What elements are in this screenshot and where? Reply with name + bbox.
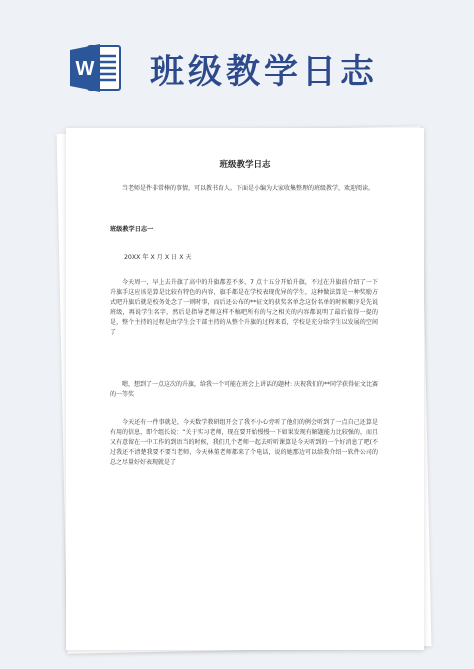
- banner: [0, 0, 474, 120]
- section-heading: 班级教学日志一: [110, 226, 154, 233]
- body-paragraph-1: 今天周一，早上去升旗了高中的升旗都差不多，7 点十五分开始升旗，不过在升旗前介绍了一下升旗手这应该是算是比较有特色的内容，旗手都是在学校表现优异的学生，这种做法算是一种奖励方式吧升旗后就是校务处念了一则时事，而后还公布的**征文的获奖名单念这份名单的时候顺序是先说班级，再说学生名字，然后是指导老师这样不稿吧所有的与之相关的内容都说明了最后值得一提的是，整个主持的过程是由学生会干部主持的从整个升旗的过程来看，学校是充分给学生以发展的空间了: [110, 279, 378, 336]
- logo-letter: W: [75, 58, 95, 80]
- intro-paragraph: 当老师是件非常棒的事情，可以教书育人。下面是小编为大家收集整理的班级教学，欢迎阅读。: [122, 185, 375, 192]
- document-page: [66, 128, 424, 650]
- word-document-icon: [68, 40, 122, 96]
- document-title: 班级教学日志: [219, 160, 271, 170]
- date-line: 20XX 年 X 月 X 日 X 天: [124, 254, 192, 261]
- body-paragraph-3: 今天还有一件事就是，今天数学教研组开会了我不小心旁听了他们的例会听到了一点自己还算是有用的信息，即个组长说：“关于实习老师，现在要开始慢慢一下如果发现有解题能力比较强的，而且又有意留在一中工作的到语当的时候，我们几个老师一起去听听课算是今天听到的一个好消息了吧(不过我还不清楚我要不要当老师，今天林董老师都来了个电话，说的她那边可以给我介绍一软件公司的总之尽量好好表现就是了: [110, 419, 378, 466]
- banner-title: 班级教学日志: [150, 52, 378, 92]
- body-paragraph-2: 嗯，想到了一点这次的升旗，给我一个可能在班会上讲话的题材: 庆祝我们的**同学获得征文比赛的一等奖: [110, 381, 378, 398]
